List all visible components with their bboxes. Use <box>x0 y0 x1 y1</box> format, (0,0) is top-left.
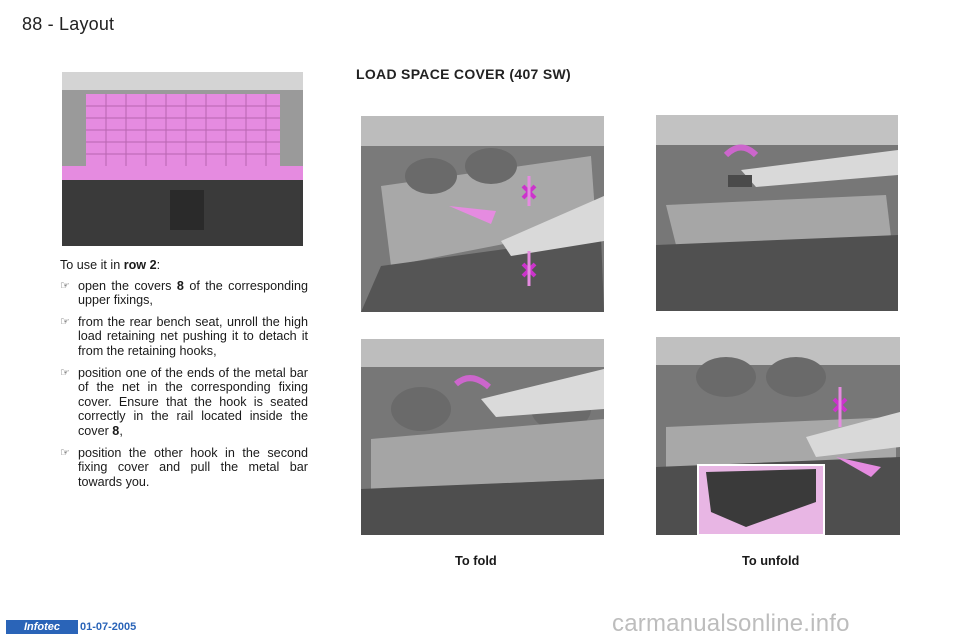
pointing-hand-icon: ☞ <box>60 279 70 292</box>
instruction-bullet-3: ☞ position one of the ends of the metal bar of the net in the corresponding fixing cover. Ensure that the hook is seated correctly in the rail located inside the cover 8, <box>60 365 308 438</box>
instruction-bullet-4: ☞ position the other hook in the second fixing cover and pull the metal bar towards you. <box>60 445 308 489</box>
row-reference: row 2 <box>123 258 157 272</box>
caption-unfold: To unfold <box>742 553 800 568</box>
pointing-hand-icon: ☞ <box>60 446 70 459</box>
unfold-photo-2 <box>656 337 900 535</box>
caption-fold: To fold <box>455 553 497 568</box>
net-photo <box>62 72 303 246</box>
page-header: 88 - Layout <box>22 14 115 34</box>
unfold-photo-1 <box>656 115 898 311</box>
section-title: LOAD SPACE COVER (407 SW) <box>356 66 571 82</box>
instructions-intro: To use it in row 2: <box>60 258 161 272</box>
instruction-bullet-2: ☞ from the rear bench seat, unroll the high load retaining net pushing it to detach it from the retaining hooks, <box>60 314 308 358</box>
pointing-hand-icon: ☞ <box>60 366 70 379</box>
infotec-logo: Infotec <box>6 620 78 634</box>
pointing-hand-icon: ☞ <box>60 315 70 328</box>
watermark: carmanualsonline.info <box>612 610 850 637</box>
fold-photo-1 <box>361 116 604 312</box>
footer-date: 01-07-2005 <box>80 621 137 633</box>
fold-photo-2 <box>361 339 604 535</box>
instructions-text <box>60 258 308 496</box>
instruction-bullet-1: ☞ open the covers 8 of the corresponding upper fixings, <box>60 278 308 308</box>
